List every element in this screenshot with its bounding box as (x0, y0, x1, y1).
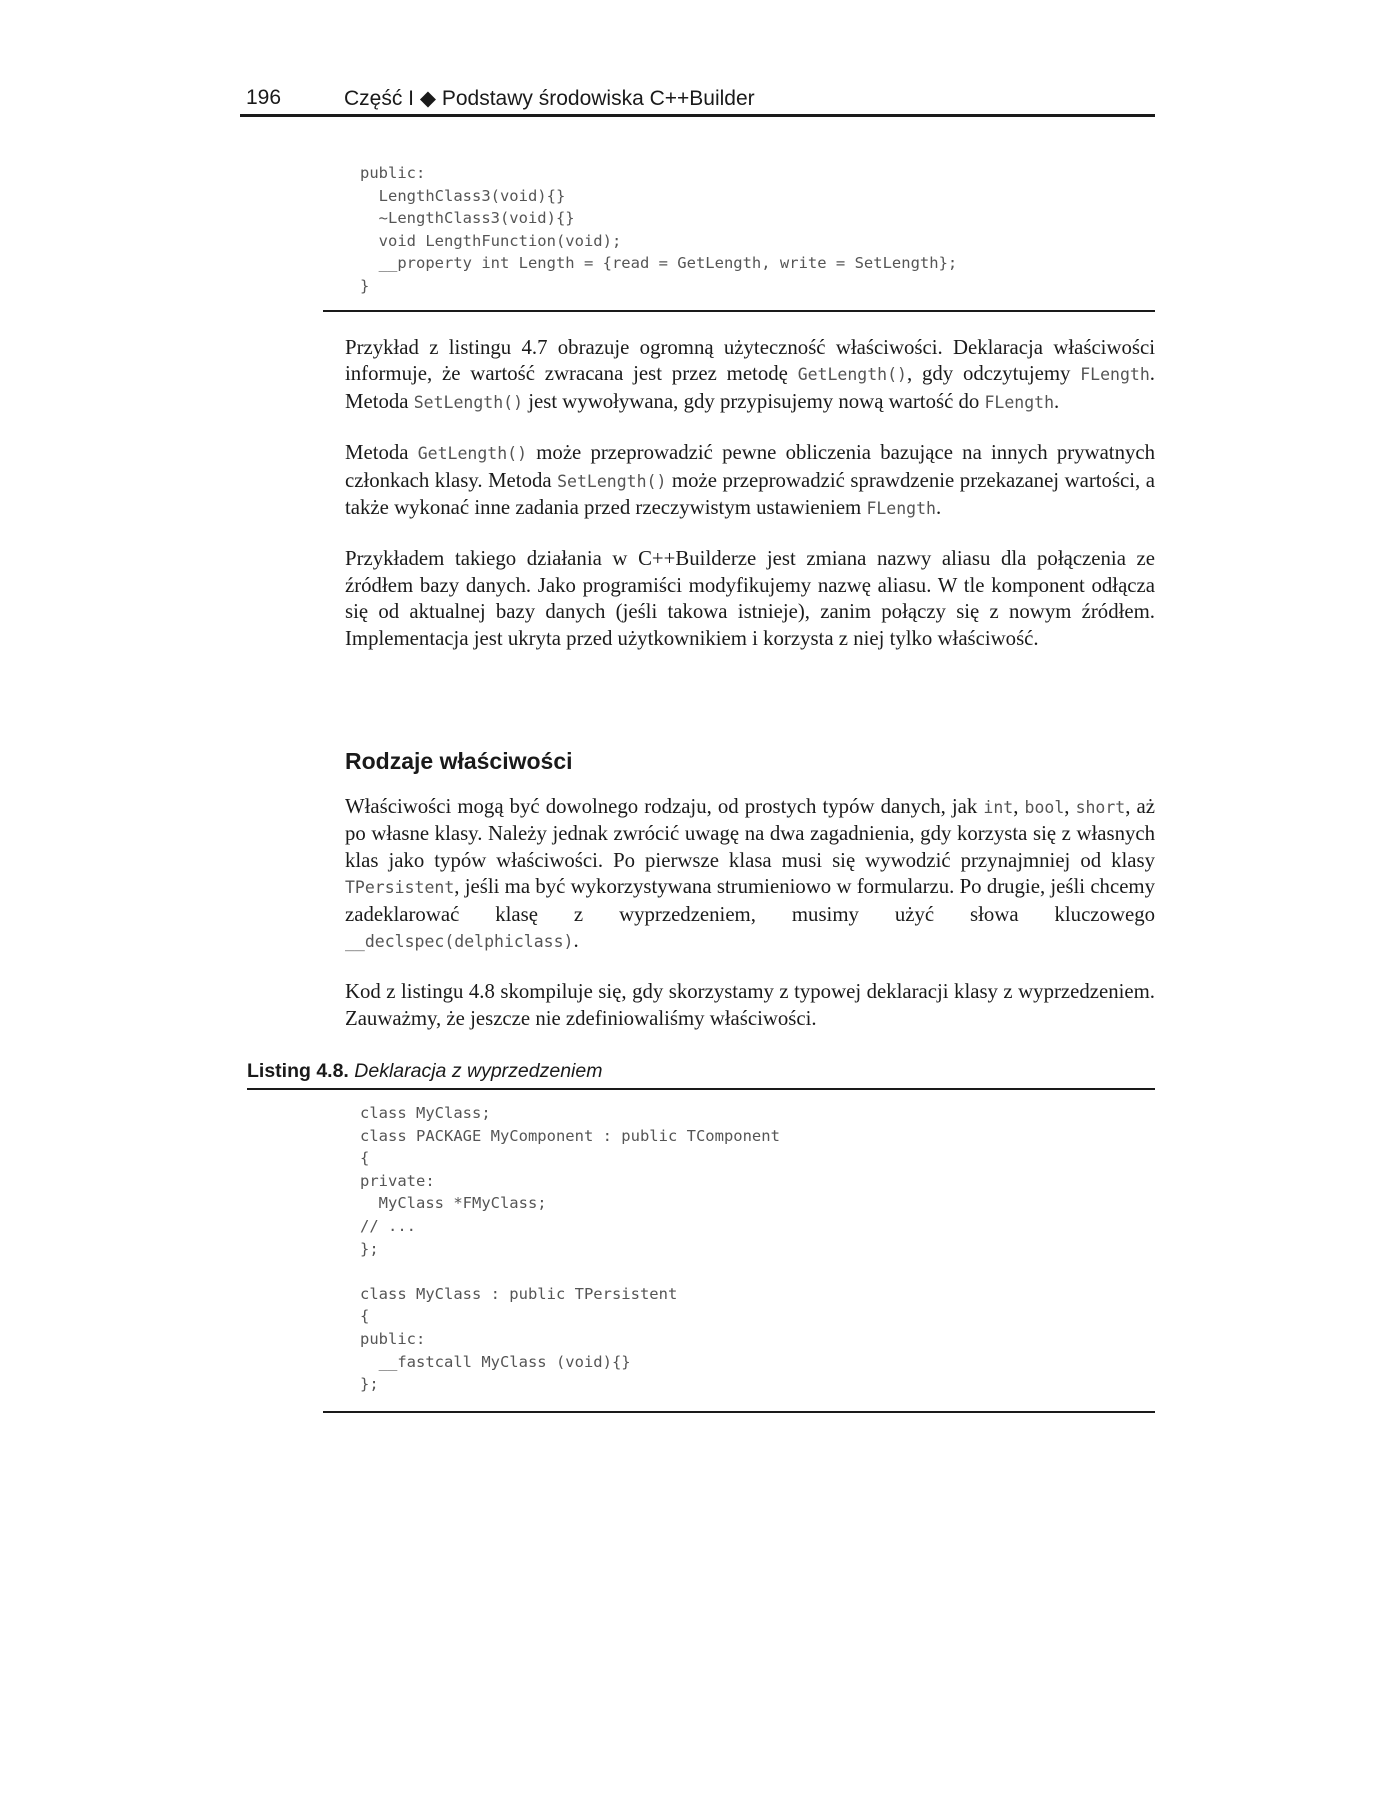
section-heading: Rodzaje właściwości (345, 748, 573, 774)
paragraph-3: Przykładem takiego działania w C++Builderze jest zmiana nazwy aliasu dla połączenia ze źródłem bazy danych. Jako programiści modyfikujemy nazwę aliasu. W tle komponent odłącza się od aktualnej bazy danych (jeśli takowa istnieje), zanim połączy się z nowym źródłem. Implementacja jest ukryta przed użytkownikiem i korzysta z niej tylko właściwość. (345, 547, 1155, 650)
listing-label: Listing 4.8. (247, 1060, 349, 1082)
listing-title: Deklaracja z wyprzedzeniem (354, 1060, 603, 1082)
body-text-2 (345, 794, 1155, 1056)
body-text-1 (345, 335, 1155, 676)
paragraph-2: Metoda GetLength() może przeprowadzić pewne obliczenia bazujące na innych prywatnych członkach klasy. Metoda SetLength() może przeprowadzić sprawdzenie przekazanej wartości, a także wykonać inne zadania przed rzeczywistym ustawieniem FLength. (345, 441, 1156, 520)
paragraph-1: Przykład z listingu 4.7 obrazuje ogromną użyteczność właściwości. Deklaracja właściwości informuje, że wartość zwracana jest przez metodę GetLength(), gdy odczytujemy FLength. Metoda SetLength() jest wywoływana, gdy przypisujemy nową wartość do FLength. (345, 336, 1155, 413)
page-header (240, 82, 1155, 117)
paragraph-5: Kod z listingu 4.8 skompiluje się, gdy skorzystamy z typowej deklaracji klasy z wyprzedzeniem. Zauważmy, że jeszcze nie zdefiniowaliśmy właściwości. (345, 980, 1155, 1030)
listing-end-rule (323, 1411, 1155, 1413)
code-end-rule (323, 310, 1155, 312)
code-listing-top: public: LengthClass3(void){} ~LengthClass3(void){} void LengthFunction(void); __property int Length = {read = GetLength, write = SetLength}; } (360, 164, 958, 295)
listing-caption (247, 1060, 1155, 1090)
page-number: 196 (246, 86, 282, 109)
running-title: Część I ◆ Podstawy środowiska C++Builder (344, 87, 755, 110)
code-listing-4-8: class MyClass; class PACKAGE MyComponent : public TComponent { private: MyClass *FMyClass; // ... }; class MyClass : public TPersistent { public: __fastcall MyClass (void){} }; (360, 1104, 780, 1394)
paragraph-4: Właściwości mogą być dowolnego rodzaju, od prostych typów danych, jak int, bool, short, aż po własne klasy. Należy jednak zwrócić uwagę na dwa zagadnienia, gdy korzysta się z własnych klas jako typów właściwości. Po pierwsze klasa musi się wywodzić przynajmniej od klasy TPersistent, jeśli ma być wykorzystywana strumieniowo w formularzu. Po drugie, jeśli chcemy zadeklarować klasę z wyprzedzeniem, musimy użyć słowa kluczowego __declspec(delphiclass). (345, 795, 1155, 953)
